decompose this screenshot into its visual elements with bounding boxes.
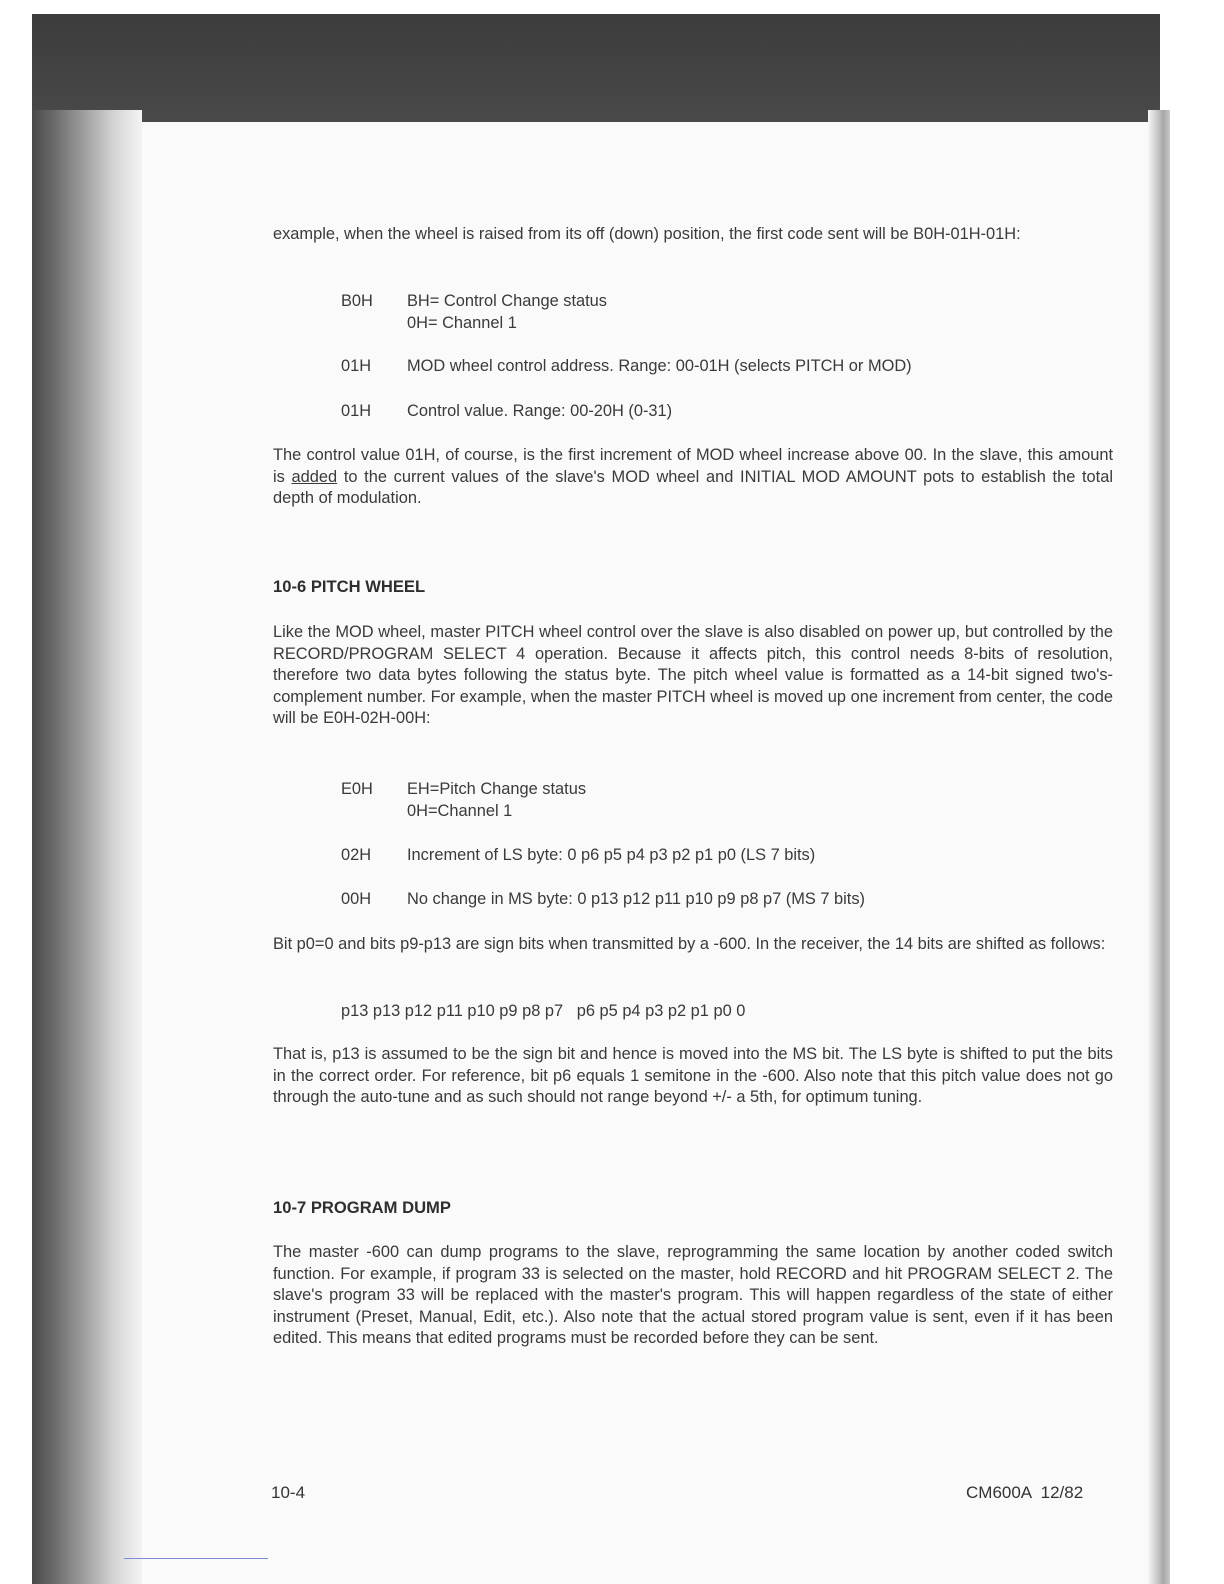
code-01h-value: 01H	[341, 402, 372, 420]
code-b0h-line-1: BH= Control Change status	[407, 292, 607, 310]
pitch-wheel-paragraph: Like the MOD wheel, master PITCH wheel control over the slave is also disabled on power up, but controlled by the RECORD/PROGRAM SELECT 4 operation. Because it affects pitch, this control needs 8-bits of resolution, therefore two data bytes following the status byte. The pitch wheel value is formatted as a 14-bit signed two's-complement number. For example, when the master PITCH wheel is moved up one increment from center, the code will be E0H-02H-00H:	[273, 623, 1113, 727]
document-reference: CM600A 12/82	[966, 1483, 1084, 1502]
code-01h-address-desc: MOD wheel control address. Range: 00-01H (selects PITCH or MOD)	[407, 357, 912, 375]
bit-order-line: p13 p13 p12 p11 p10 p9 p8 p7 p6 p5 p4 p3 p2 p1 p0 0	[341, 1002, 746, 1020]
scan-top-shadow	[32, 14, 1160, 126]
scan-left-shadow	[32, 110, 142, 1584]
control-value-text-b: to the current values of the slave's MOD wheel and INITIAL MOD AMOUNT pots to establish the total depth of modulation.	[273, 467, 1113, 507]
code-02h-desc: Increment of LS byte: 0 p6 p5 p4 p3 p2 p1 p0 (LS 7 bits)	[407, 846, 816, 864]
program-dump-paragraph: The master -600 can dump programs to the slave, reprogramming the same location by another coded switch function. For example, if program 33 is selected on the master, hold RECORD and hit PROGRAM SELECT 2. The slave's program 33 will be replaced with the master's program. This will happen regardless of the state of either instrument (Preset, Manual, Edit, etc.). Also note that the actual stored program value is sent, even if it has been edited. This means that edited programs must be recorded before they can be sent.	[273, 1243, 1113, 1347]
control-value-paragraph	[273, 445, 1113, 510]
scan-artifact-line	[124, 1558, 268, 1559]
control-value-emphasis: added	[291, 467, 338, 486]
code-e0h: E0H	[341, 780, 373, 798]
section-heading-pitch-wheel: 10-6 PITCH WHEEL	[273, 577, 426, 596]
code-e0h-line-2: 0H=Channel 1	[407, 802, 513, 820]
control-value-text-a: The control value 01H, of course, is the first increment of MOD wheel increase above 00. In the slave, this amount is	[273, 446, 1113, 486]
page-number: 10-4	[271, 1483, 306, 1502]
code-02h: 02H	[341, 846, 372, 864]
code-e0h-line-1: EH=Pitch Change status	[407, 780, 587, 798]
sign-bit-explanation: That is, p13 is assumed to be the sign bit and hence is moved into the MS bit. The LS byte is shifted to put the bits in the correct order. For reference, bit p6 equals 1 semitone in the -600. Also note that this pitch value does not go through the auto-tune and as such should not range beyond +/- a 5th, for optimum tuning.	[273, 1045, 1113, 1106]
intro-paragraph: example, when the wheel is raised from its off (down) position, the first code sent will be B0H-01H-01H:	[273, 225, 1021, 243]
code-01h-address: 01H	[341, 357, 372, 375]
code-b0h-line-2: 0H= Channel 1	[407, 314, 517, 332]
code-00h-desc: No change in MS byte: 0 p13 p12 p11 p10 p9 p8 p7 (MS 7 bits)	[407, 890, 866, 908]
code-b0h: B0H	[341, 292, 373, 310]
code-01h-value-desc: Control value. Range: 00-20H (0-31)	[407, 402, 673, 420]
section-heading-program-dump: 10-7 PROGRAM DUMP	[273, 1198, 451, 1217]
sign-bits-paragraph: Bit p0=0 and bits p9-p13 are sign bits when transmitted by a -600. In the receiver, the 14 bits are shifted as follows:	[273, 935, 1106, 953]
scan-right-shadow	[1148, 110, 1170, 1584]
code-00h: 00H	[341, 890, 372, 908]
